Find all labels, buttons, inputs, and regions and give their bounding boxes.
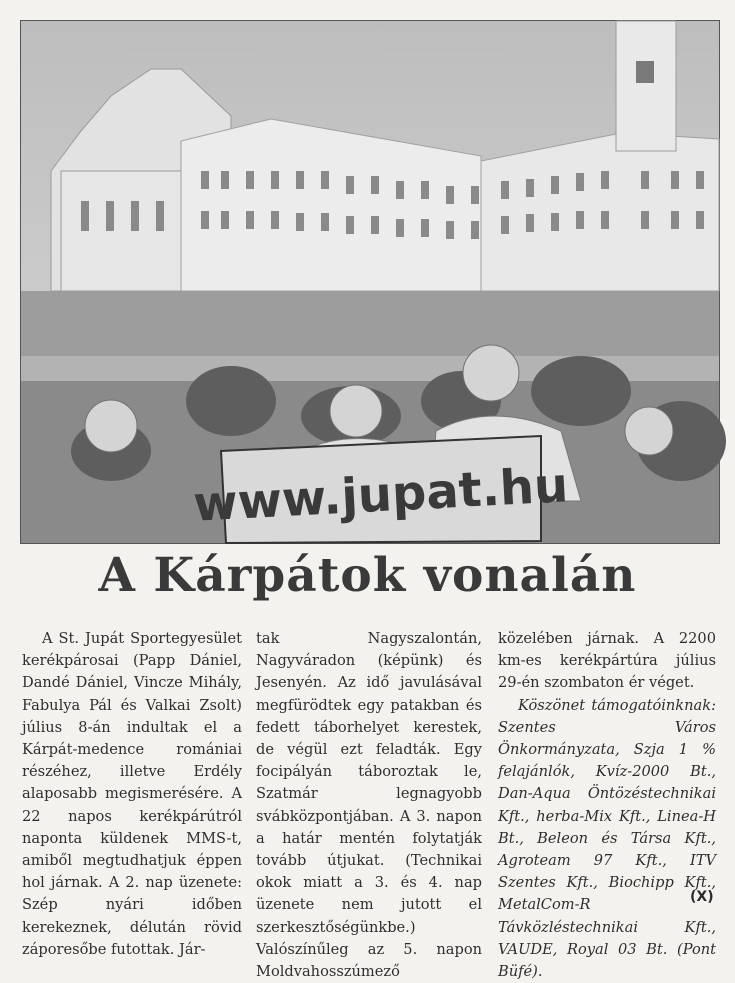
photo-illustration	[21, 21, 719, 543]
column-3-intro: közelében járnak. A 2200 km-es kerékpártúra július 29-én szombaton ér véget.	[498, 630, 716, 692]
sponsors-list: Szentes Város Önkormányzata, Szja 1 % felajánlók, Kvíz-2000 Bt., Dan-Aqua Öntözéstechnikai Kft., herba-Mix Kft., Linea-H Bt., Beleon és Társa Kft., Agroteam 97 Kft., ITV Szentes Kft., Biochipp Kft., MetalCom-R Távközléstechnikai Kft., VAUDE, Royal 03 Bt. (Pont Büfé).	[498, 718, 716, 981]
column-1-text: A St. Jupát Sportegyesület kerékpárosai (Papp Dániel, Dandé Dániel, Vincze Mihály, Fabulya Pál és Valkai Zsolt) július 8-án indultak el a Kárpát-medence romániai részéhez, illetve Erdély alaposabb megismerésére. A 22 napos kerékpárútról naponta küldenek MMS-t, amiből megtudhatjuk éppen hol járnak. A 2. nap üzenete: Szép nyári időben kerekeznek, délután rövid záporesőbe futottak. Jár-	[22, 630, 242, 958]
sponsors-label: Köszönet támogatóinknak:	[518, 696, 716, 714]
sponsors-paragraph	[498, 695, 716, 983]
article-photo	[20, 20, 720, 544]
article-column-3	[498, 628, 716, 981]
article-headline: A Kárpátok vonalán	[98, 548, 637, 603]
author-signoff: (X)	[690, 889, 714, 905]
article-column-1	[22, 628, 242, 958]
banner	[192, 436, 570, 543]
article-column-2	[256, 628, 482, 981]
column-2-text: tak Nagyszalontán, Nagyváradon (képünk) és Jesenyén. Az idő javulásával megfürödtek egy patakban és fedett táborhelyet kerestek, de végül ezt feladták. Egy focipályán táboroztak le, Szatmár legnagyobb svábközpontjában. A 3. napon a határ mentén folytatják tovább útjukat. (Technikai okok miatt a 3. és 4. nap üzenete nem jutott el szerkesztőségünkbe.) Valószínűleg az 5. napon Moldvahosszúmező	[256, 630, 482, 981]
banner-text: www.jupat.hu	[191, 457, 570, 533]
